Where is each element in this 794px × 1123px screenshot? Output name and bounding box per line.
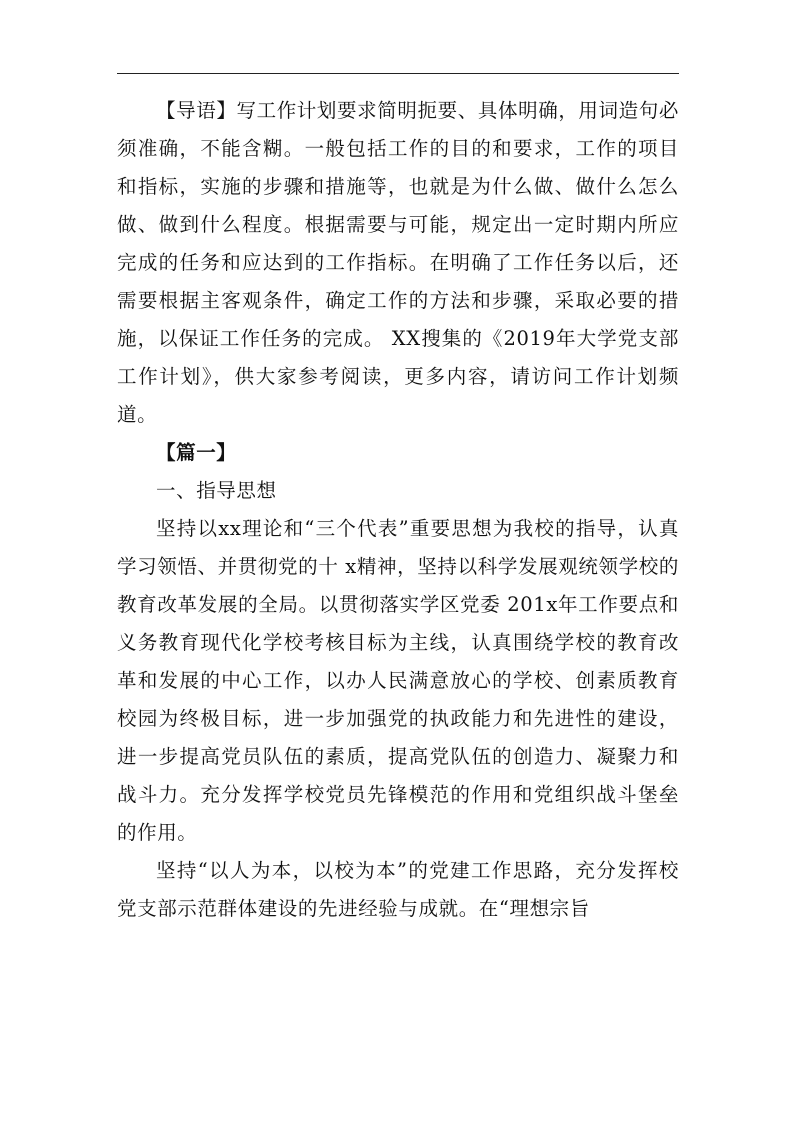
body-paragraph: 坚持“以人为本，以校为本”的党建工作思路，充分发挥校党支部示范群体建设的先进经验与成就。在“理想宗旨 (117, 859, 679, 920)
body-paragraph: 坚持以xx理论和“三个代表”重要思想为我校的指导，认真学习领悟、并贯彻党的十 x精神，坚持以科学发展观统领学校的教育改革发展的全局。以贯彻落实学区党委 201x年工作要点和义务教育现代化学校考核目标为主线，认真围绕学校的教育改革和发展的中心工作，以办人民满意放心的学校、创素质教育校园为终极目标，进一步加强党的执政能力和先进性的建设，进一步提高党员队伍的素质，提高党队伍的创造力、凝聚力和战斗力。充分发挥学校党员先锋模范的作用和党组织战斗堡垒的作用。 (117, 517, 679, 844)
section-title: 【篇一】 (156, 441, 237, 464)
subsection-heading: 一、指导思想 (156, 479, 277, 502)
document-body (117, 92, 679, 928)
header-rule (117, 73, 679, 74)
intro-paragraph: 【导语】写工作计划要求简明扼要、具体明确，用词造句必须准确，不能含糊。一般包括工作的目的和要求，工作的项目和指标，实施的步骤和措施等，也就是为什么做、做什么怎么做、做到什么程度。根据需要与可能，规定出一定时期内所应完成的任务和应达到的工作指标。在明确了工作任务以后，还需要根据主客观条件，确定工作的方法和步骤，采取必要的措施，以保证工作任务的完成。 XX搜集的《2019年大学党支部工作计划》，供大家参考阅读，更多内容，请访问工作计划频道。 (117, 99, 679, 426)
